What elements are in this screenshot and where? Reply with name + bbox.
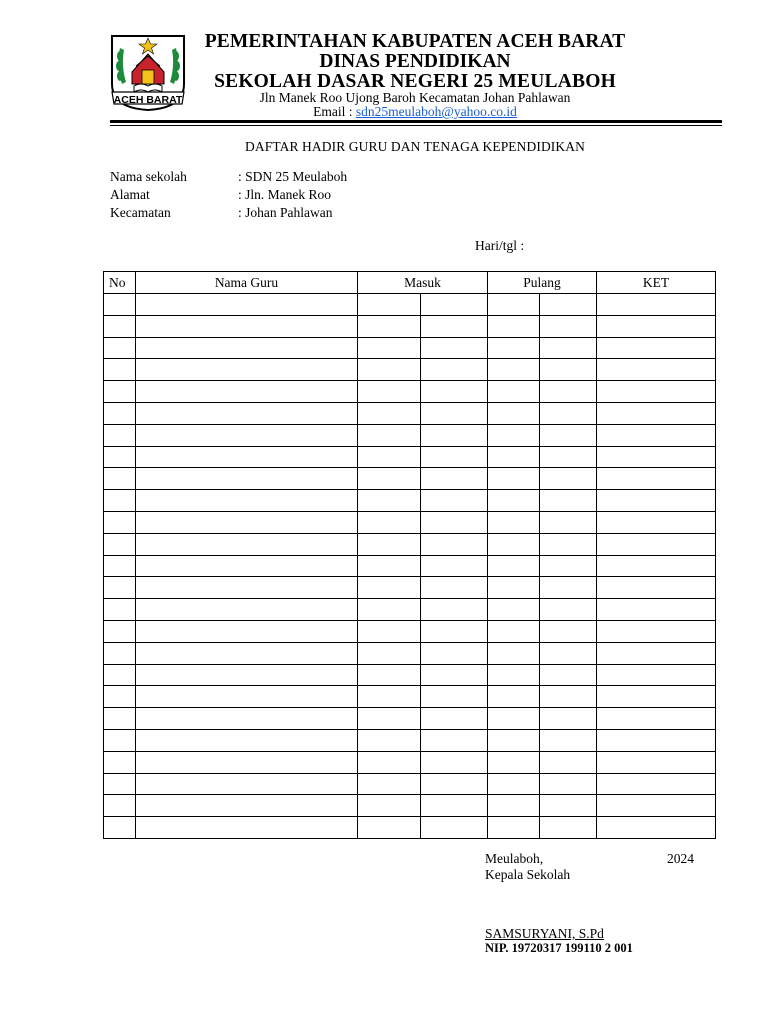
cell-name: [136, 315, 358, 337]
cell-out-2: [540, 577, 597, 599]
cell-note: [597, 577, 716, 599]
info-value: : SDN 25 Meulaboh: [238, 169, 348, 184]
letterhead-email: [0, 104, 768, 120]
table-row: [104, 294, 716, 316]
cell-out-1: [488, 751, 540, 773]
header-note: KET: [597, 272, 716, 294]
cell-in-2: [421, 599, 488, 621]
cell-in-2: [421, 817, 488, 839]
cell-in-1: [358, 795, 421, 817]
table-row: [104, 795, 716, 817]
cell-in-1: [358, 751, 421, 773]
cell-no: [104, 424, 136, 446]
cell-name: [136, 490, 358, 512]
cell-name: [136, 359, 358, 381]
table-header-row: [104, 272, 716, 294]
cell-name: [136, 817, 358, 839]
cell-no: [104, 446, 136, 468]
cell-in-1: [358, 446, 421, 468]
cell-name: [136, 381, 358, 403]
cell-no: [104, 315, 136, 337]
cell-in-2: [421, 773, 488, 795]
cell-out-2: [540, 446, 597, 468]
cell-no: [104, 686, 136, 708]
cell-out-2: [540, 599, 597, 621]
cell-in-1: [358, 468, 421, 490]
cell-note: [597, 664, 716, 686]
cell-in-2: [421, 751, 488, 773]
cell-note: [597, 337, 716, 359]
cell-in-2: [421, 294, 488, 316]
cell-note: [597, 773, 716, 795]
cell-out-2: [540, 795, 597, 817]
cell-name: [136, 773, 358, 795]
cell-no: [104, 490, 136, 512]
cell-note: [597, 424, 716, 446]
cell-in-1: [358, 337, 421, 359]
cell-in-1: [358, 620, 421, 642]
table-row: [104, 620, 716, 642]
cell-out-1: [488, 817, 540, 839]
cell-note: [597, 533, 716, 555]
cell-in-2: [421, 402, 488, 424]
cell-no: [104, 294, 136, 316]
table-row: [104, 708, 716, 730]
cell-out-2: [540, 337, 597, 359]
cell-no: [104, 381, 136, 403]
cell-note: [597, 620, 716, 642]
cell-in-1: [358, 381, 421, 403]
cell-note: [597, 795, 716, 817]
table-row: [104, 729, 716, 751]
cell-out-2: [540, 686, 597, 708]
cell-in-1: [358, 294, 421, 316]
cell-no: [104, 795, 136, 817]
cell-out-1: [488, 468, 540, 490]
table-row: [104, 359, 716, 381]
cell-no: [104, 773, 136, 795]
cell-out-1: [488, 511, 540, 533]
cell-in-2: [421, 708, 488, 730]
cell-out-1: [488, 642, 540, 664]
info-label: Kecamatan: [110, 205, 171, 220]
info-row-address: [110, 186, 347, 204]
cell-in-1: [358, 686, 421, 708]
cell-in-2: [421, 381, 488, 403]
cell-no: [104, 599, 136, 621]
cell-note: [597, 642, 716, 664]
cell-in-2: [421, 577, 488, 599]
signature-city: Meulaboh,: [485, 851, 544, 866]
cell-out-2: [540, 511, 597, 533]
signature-year: 2024: [667, 851, 694, 866]
cell-no: [104, 708, 136, 730]
cell-in-1: [358, 817, 421, 839]
cell-in-1: [358, 402, 421, 424]
cell-no: [104, 817, 136, 839]
cell-in-1: [358, 664, 421, 686]
cell-in-1: [358, 359, 421, 381]
cell-note: [597, 729, 716, 751]
cell-in-1: [358, 708, 421, 730]
info-value: : Jln. Manek Roo: [238, 187, 331, 202]
table-row: [104, 817, 716, 839]
cell-name: [136, 402, 358, 424]
cell-out-1: [488, 620, 540, 642]
cell-name: [136, 511, 358, 533]
cell-no: [104, 620, 136, 642]
cell-in-1: [358, 773, 421, 795]
cell-out-2: [540, 555, 597, 577]
cell-name: [136, 577, 358, 599]
table-row: [104, 555, 716, 577]
cell-note: [597, 468, 716, 490]
cell-out-1: [488, 686, 540, 708]
table-row: [104, 751, 716, 773]
cell-out-1: [488, 402, 540, 424]
cell-out-2: [540, 424, 597, 446]
cell-name: [136, 599, 358, 621]
cell-out-2: [540, 751, 597, 773]
cell-in-1: [358, 315, 421, 337]
table-row: [104, 337, 716, 359]
cell-out-2: [540, 359, 597, 381]
cell-in-2: [421, 555, 488, 577]
attendance-table: [103, 271, 716, 839]
cell-out-1: [488, 773, 540, 795]
cell-out-2: [540, 642, 597, 664]
cell-in-2: [421, 664, 488, 686]
cell-name: [136, 664, 358, 686]
table-row: [104, 446, 716, 468]
cell-in-2: [421, 795, 488, 817]
cell-out-1: [488, 599, 540, 621]
cell-note: [597, 490, 716, 512]
cell-in-1: [358, 577, 421, 599]
cell-in-1: [358, 642, 421, 664]
cell-note: [597, 359, 716, 381]
cell-out-1: [488, 795, 540, 817]
cell-no: [104, 555, 136, 577]
document-title: DAFTAR HADIR GURU DAN TENAGA KEPENDIDIKAN: [245, 139, 585, 154]
school-info: [110, 168, 347, 222]
cell-in-2: [421, 511, 488, 533]
table-row: [104, 468, 716, 490]
cell-note: [597, 708, 716, 730]
cell-out-1: [488, 381, 540, 403]
cell-out-2: [540, 490, 597, 512]
table-row: [104, 402, 716, 424]
cell-no: [104, 402, 136, 424]
cell-no: [104, 577, 136, 599]
table-row: [104, 381, 716, 403]
cell-in-2: [421, 490, 488, 512]
cell-out-1: [488, 337, 540, 359]
cell-in-1: [358, 533, 421, 555]
cell-note: [597, 294, 716, 316]
cell-name: [136, 337, 358, 359]
signature-name: SAMSURYANI, S.Pd: [485, 926, 604, 941]
table-row: [104, 533, 716, 555]
cell-out-1: [488, 446, 540, 468]
cell-out-1: [488, 708, 540, 730]
cell-in-2: [421, 468, 488, 490]
cell-in-2: [421, 446, 488, 468]
cell-note: [597, 751, 716, 773]
cell-in-2: [421, 315, 488, 337]
table-row: [104, 577, 716, 599]
cell-out-2: [540, 468, 597, 490]
cell-no: [104, 511, 136, 533]
cell-note: [597, 817, 716, 839]
cell-name: [136, 729, 358, 751]
signature-nip: NIP. 19720317 199110 2 001: [485, 941, 633, 955]
cell-note: [597, 511, 716, 533]
cell-name: [136, 620, 358, 642]
table-row: [104, 599, 716, 621]
cell-name: [136, 642, 358, 664]
table-row: [104, 490, 716, 512]
cell-note: [597, 555, 716, 577]
cell-no: [104, 337, 136, 359]
cell-name: [136, 795, 358, 817]
cell-out-1: [488, 729, 540, 751]
info-label: Nama sekolah: [110, 169, 187, 184]
cell-in-1: [358, 555, 421, 577]
attendance-body: [104, 294, 716, 839]
cell-name: [136, 468, 358, 490]
cell-in-2: [421, 533, 488, 555]
cell-name: [136, 446, 358, 468]
cell-out-2: [540, 773, 597, 795]
cell-out-2: [540, 381, 597, 403]
cell-out-1: [488, 577, 540, 599]
letterhead-government: PEMERINTAHAN KABUPATEN ACEH BARAT: [204, 31, 626, 52]
cell-out-2: [540, 294, 597, 316]
cell-no: [104, 642, 136, 664]
cell-out-2: [540, 664, 597, 686]
table-row: [104, 424, 716, 446]
cell-name: [136, 533, 358, 555]
cell-out-1: [488, 359, 540, 381]
cell-no: [104, 359, 136, 381]
cell-in-1: [358, 490, 421, 512]
cell-in-2: [421, 359, 488, 381]
cell-out-2: [540, 402, 597, 424]
letterhead-department: DINAS PENDIDIKAN: [319, 51, 511, 72]
cell-out-1: [488, 490, 540, 512]
cell-note: [597, 599, 716, 621]
letterhead-rule-thin: [110, 125, 722, 126]
cell-out-1: [488, 533, 540, 555]
info-value: : Johan Pahlawan: [238, 205, 333, 220]
cell-note: [597, 686, 716, 708]
cell-no: [104, 468, 136, 490]
cell-out-1: [488, 424, 540, 446]
cell-out-2: [540, 315, 597, 337]
table-row: [104, 773, 716, 795]
cell-no: [104, 533, 136, 555]
header-name: Nama Guru: [136, 272, 358, 294]
table-row: [104, 511, 716, 533]
email-link[interactable]: sdn25meulaboh@yahoo.co.id: [355, 104, 517, 119]
cell-out-2: [540, 817, 597, 839]
cell-note: [597, 446, 716, 468]
cell-no: [104, 751, 136, 773]
cell-name: [136, 708, 358, 730]
header-in: Masuk: [358, 272, 488, 294]
cell-out-2: [540, 533, 597, 555]
cell-in-2: [421, 642, 488, 664]
header-no: No: [104, 272, 136, 294]
cell-in-2: [421, 337, 488, 359]
cell-note: [597, 315, 716, 337]
cell-in-1: [358, 424, 421, 446]
cell-no: [104, 664, 136, 686]
signature-role: Kepala Sekolah: [485, 867, 571, 882]
cell-out-1: [488, 555, 540, 577]
cell-name: [136, 686, 358, 708]
cell-out-1: [488, 294, 540, 316]
cell-out-1: [488, 315, 540, 337]
cell-in-2: [421, 729, 488, 751]
cell-in-1: [358, 599, 421, 621]
cell-name: [136, 751, 358, 773]
letterhead-school: SEKOLAH DASAR NEGERI 25 MEULABOH: [214, 71, 616, 92]
date-field: Hari/tgl :: [475, 238, 525, 253]
cell-name: [136, 555, 358, 577]
logo-banner-text: ACEH BARAT: [113, 94, 183, 106]
cell-out-2: [540, 729, 597, 751]
cell-in-2: [421, 424, 488, 446]
cell-no: [104, 729, 136, 751]
cell-in-2: [421, 686, 488, 708]
info-row-school-name: [110, 168, 347, 186]
cell-in-1: [358, 729, 421, 751]
cell-out-2: [540, 620, 597, 642]
table-row: [104, 642, 716, 664]
letterhead-rule-thick: [110, 120, 722, 123]
cell-name: [136, 424, 358, 446]
letterhead-address: Jln Manek Roo Ujong Baroh Kecamatan Johan Pahlawan: [259, 90, 571, 105]
table-row: [104, 664, 716, 686]
cell-out-1: [488, 664, 540, 686]
cell-in-2: [421, 620, 488, 642]
table-row: [104, 686, 716, 708]
cell-note: [597, 402, 716, 424]
info-label: Alamat: [110, 187, 150, 202]
header-out: Pulang: [488, 272, 597, 294]
table-row: [104, 315, 716, 337]
cell-name: [136, 294, 358, 316]
cell-note: [597, 381, 716, 403]
cell-in-1: [358, 511, 421, 533]
cell-out-2: [540, 708, 597, 730]
email-label: Email :: [313, 104, 356, 119]
info-row-district: [110, 204, 347, 222]
